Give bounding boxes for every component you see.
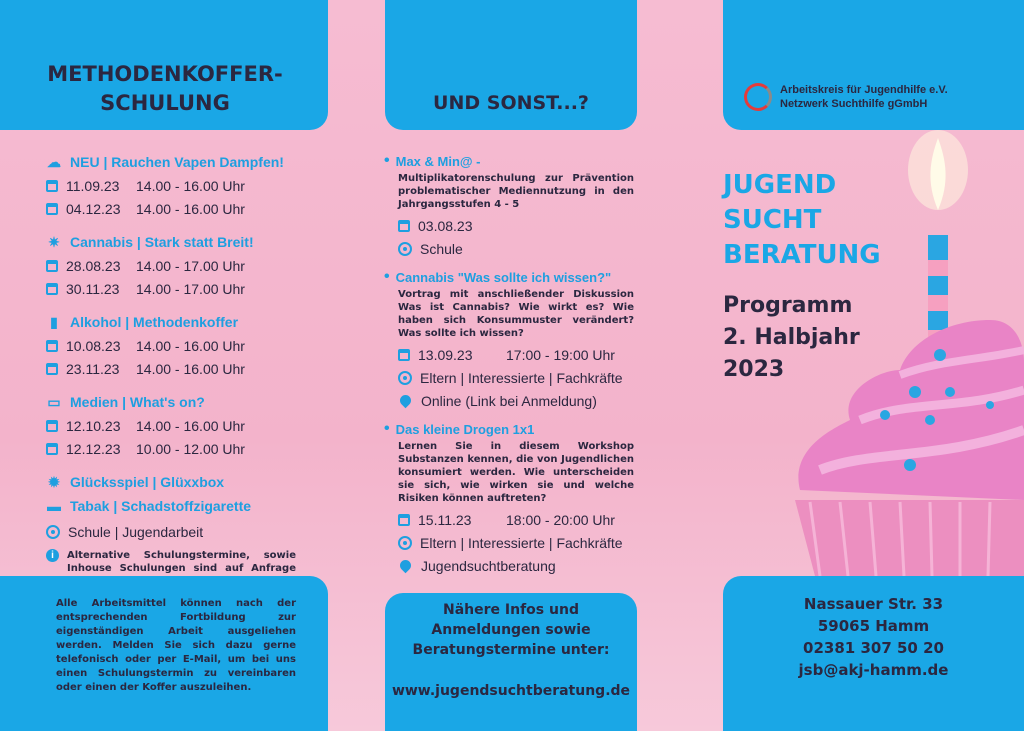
- event-date-row: [398, 214, 634, 237]
- date-row: [46, 277, 296, 300]
- cupcake-illustration: [790, 130, 1024, 576]
- category-heading: [46, 494, 296, 518]
- date-row: [46, 414, 296, 437]
- event-date-row: [398, 508, 634, 531]
- org-line2: Netzwerk Suchthilfe gGmbH: [780, 98, 928, 110]
- program-line: Programm: [723, 293, 853, 318]
- event-location-row: [398, 554, 634, 577]
- date: 23.11.23: [66, 360, 120, 377]
- event-block: [384, 266, 634, 412]
- org-logo: [744, 83, 772, 111]
- category-label: Medien | What's on?: [70, 394, 205, 410]
- leaf-icon: ✷: [48, 233, 60, 250]
- middle-events: [384, 150, 634, 583]
- event-date: 13.09.23: [418, 346, 473, 363]
- category-label: Glücksspiel | Glüxxbox: [70, 474, 225, 490]
- time: 14.00 - 17.00 Uhr: [136, 280, 245, 297]
- calendar-icon: [46, 363, 58, 375]
- category-heading: [46, 310, 296, 334]
- date-row: [46, 174, 296, 197]
- calendar-icon: [46, 260, 58, 272]
- category-block: [46, 390, 296, 460]
- date: 10.08.23: [66, 337, 121, 354]
- date: 30.11.23: [66, 280, 120, 297]
- phone[interactable]: 02381 307 50 20: [803, 639, 944, 657]
- event-title: • Cannabis "Was sollte ich wissen?": [384, 266, 634, 288]
- beer-icon: ▮: [50, 313, 58, 330]
- event-title: • Das kleine Drogen 1x1: [384, 418, 634, 440]
- time: 14.00 - 17.00 Uhr: [136, 257, 245, 274]
- event-location: Online (Link bei Anmeldung): [421, 392, 597, 409]
- cigarette-icon: ▬: [47, 498, 61, 514]
- category-label: Alkohol | Methodenkoffer: [70, 314, 239, 330]
- category-block: [46, 230, 296, 300]
- time: 14.00 - 16.00 Uhr: [136, 360, 245, 377]
- date-row: [46, 357, 296, 380]
- calendar-icon: [46, 420, 58, 432]
- time: 14.00 - 16.00 Uhr: [136, 337, 245, 354]
- event-title: • Max & Min@ -: [384, 150, 634, 172]
- monitor-icon: ▭: [47, 393, 61, 410]
- category-heading: [46, 150, 296, 174]
- event-date: 15.11.23: [418, 511, 472, 528]
- brand-line: BERATUNG: [723, 240, 881, 270]
- category-block: [46, 150, 296, 220]
- location-pin-icon: [398, 558, 414, 574]
- category-heading: [46, 390, 296, 414]
- smoke-icon: ☁: [47, 153, 61, 170]
- date-row: [46, 437, 296, 460]
- date: 12.10.23: [66, 417, 121, 434]
- address-line: 59065 Hamm: [817, 617, 930, 635]
- category-heading: [46, 470, 296, 494]
- date-row: [46, 197, 296, 220]
- category-label: Tabak | Schadstoffzigarette: [70, 498, 252, 514]
- middle-title: UND SONST...?: [433, 92, 589, 114]
- left-footer-text: Alle Arbeitsmittel können nach der entsprechenden Fortbildung zur eigenständigen Arbeit ausgeliehen werden. Melden Sie sich dazu gerne telefonisch oder per E-Mail, um bei uns einen Schulungstermin zu vereinbaren oder einen der Koffer auszuleihen.: [56, 598, 296, 693]
- brand-line: JUGEND: [723, 170, 837, 200]
- time: 14.00 - 16.00 Uhr: [136, 177, 245, 194]
- target-icon: [398, 242, 412, 256]
- event-description: Lernen Sie in diesem Workshop Substanzen kennen, die von Jugendlichen konsumiert werden. Wie unterscheiden sie sich, wie wirken sie und welche Risiken können auftreten?: [398, 441, 634, 504]
- date-row: [46, 334, 296, 357]
- time: 14.00 - 16.00 Uhr: [136, 200, 245, 217]
- target-icon: [398, 536, 412, 550]
- left-schedule: [46, 150, 296, 588]
- date-row: [46, 254, 296, 277]
- event-location-row: [398, 389, 634, 412]
- calendar-icon: [398, 220, 410, 232]
- event-audience-row: [398, 237, 634, 260]
- target-icon: [398, 371, 412, 385]
- starburst-icon: ✹: [48, 473, 60, 490]
- event-location: Jugendsuchtberatung: [421, 557, 556, 574]
- program-line: 2. Halbjahr: [723, 325, 860, 350]
- date: 04.12.23: [66, 200, 121, 217]
- event-audience-row: [398, 366, 634, 389]
- org-line1: Arbeitskreis für Jugendhilfe e.V.: [780, 84, 948, 96]
- middle-url[interactable]: www.jugendsuchtberatung.de: [391, 683, 631, 699]
- category-label: Cannabis | Stark statt Breit!: [70, 234, 254, 250]
- category-label: NEU | Rauchen Vapen Dampfen!: [70, 154, 284, 170]
- right-header-bg: [723, 0, 1024, 130]
- info-icon: i: [46, 549, 59, 562]
- location-pin-icon: [398, 393, 414, 409]
- address-block: [723, 593, 1024, 681]
- event-audience: Eltern | Interessierte | Fachkräfte: [420, 369, 623, 386]
- time: 14.00 - 16.00 Uhr: [136, 417, 245, 434]
- middle-footer-text: Nähere Infos und Anmeldungen sowie Beratungstermine unter:: [412, 602, 610, 658]
- calendar-icon: [46, 340, 58, 352]
- event-audience-row: [398, 531, 634, 554]
- event-description: Vortrag mit anschließender Diskussion Was ist Cannabis? Wie wirkt es? Wie haben sich Konsummuster verändert? Was sollte ich wissen?: [398, 289, 634, 339]
- calendar-icon: [398, 349, 410, 361]
- email[interactable]: jsb@akj-hamm.de: [798, 661, 949, 679]
- calendar-icon: [46, 203, 58, 215]
- program-line: 2023: [723, 357, 785, 382]
- calendar-icon: [46, 443, 58, 455]
- date: 12.12.23: [66, 440, 121, 457]
- address-line: Nassauer Str. 33: [803, 595, 944, 613]
- event-date-row: [398, 343, 634, 366]
- event-time: 18:00 - 20:00 Uhr: [506, 511, 615, 528]
- calendar-icon: [46, 283, 58, 295]
- category-block: [46, 310, 296, 380]
- date: 11.09.23: [66, 177, 120, 194]
- event-date: 03.08.23: [418, 217, 473, 234]
- brand-line: SUCHT: [723, 205, 822, 235]
- date: 28.08.23: [66, 257, 121, 274]
- category-heading: [46, 230, 296, 254]
- event-description: Multiplikatorenschulung zur Prävention problematischer Mediennutzung in den Jahrgangsstufen 4 - 5: [398, 173, 634, 210]
- event-block: [384, 418, 634, 577]
- target-label: Schule | Jugendarbeit: [68, 523, 204, 540]
- calendar-icon: [398, 514, 410, 526]
- event-time: 17:00 - 19:00 Uhr: [506, 346, 615, 363]
- event-audience: Eltern | Interessierte | Fachkräfte: [420, 534, 623, 551]
- info-text: Alternative Schulungstermine, sowie Inhouse Schulungen sind auf Anfrage: [67, 550, 296, 574]
- target-row: [46, 520, 296, 543]
- target-icon: [46, 525, 60, 539]
- time: 10.00 - 12.00 Uhr: [136, 440, 245, 457]
- calendar-icon: [46, 180, 58, 192]
- event-block: [384, 150, 634, 260]
- event-audience: Schule: [420, 240, 463, 257]
- left-title: METHODENKOFFER- SCHULUNG: [47, 62, 283, 115]
